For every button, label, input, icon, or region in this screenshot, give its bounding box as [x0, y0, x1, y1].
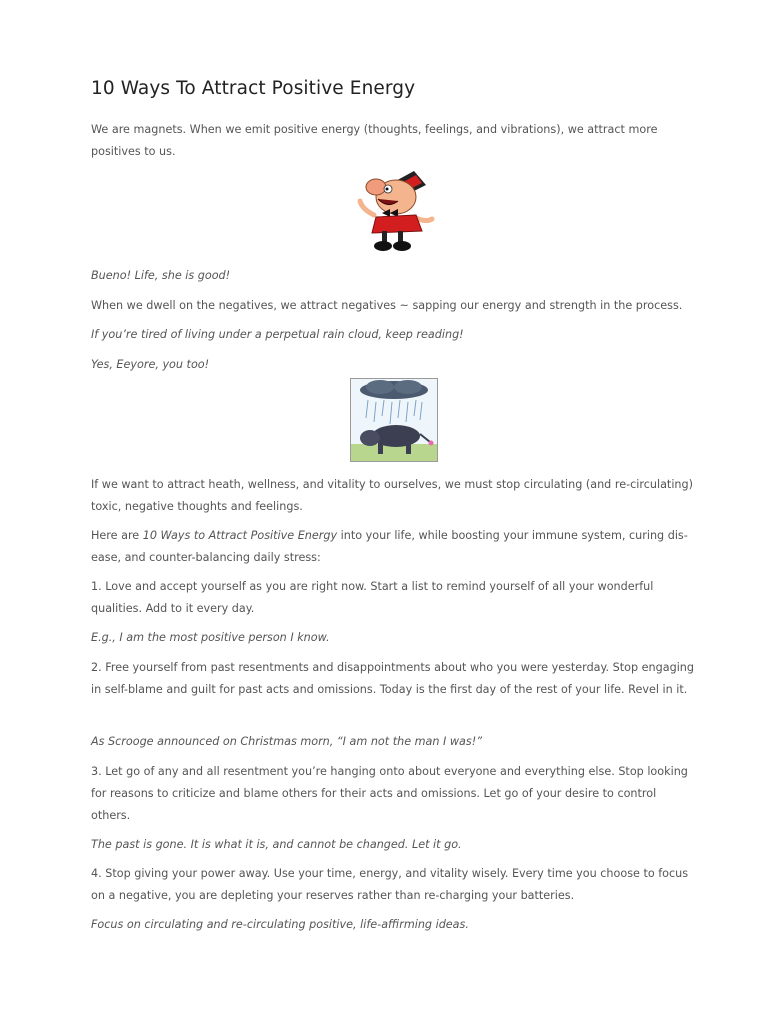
eeyore-leg-shape: [378, 442, 383, 454]
rain-cloud-paragraph: If you’re tired of living under a perpetual rain cloud, keep reading!: [91, 328, 464, 341]
here-are-lead: Here are: [91, 529, 143, 542]
list-item-1: 1. Love and accept yourself as you are right now. Start a list to remind yourself of all your wonderful qualities. Add to it every day.: [91, 580, 654, 615]
nose-shape: [366, 179, 386, 195]
eeyore-paragraph: Yes, Eeyore, you too!: [91, 358, 210, 371]
list-item-4-note: Focus on circulating and re-circulating positive, life-affirming ideas.: [91, 918, 469, 931]
eeyore-leg-shape: [406, 442, 411, 454]
list-item-2-note: As Scrooge announced on Christmas morn, “I am not the man I was!”: [91, 735, 482, 748]
stop-circulating-paragraph: If we want to attract heath, wellness, and vitality to ourselves, we must stop circulating (and re-circulating) toxic, negative thoughts and feelings.: [91, 478, 693, 513]
body-shape: [372, 215, 422, 233]
right-shoe-shape: [393, 241, 411, 251]
caption-bueno: Bueno! Life, she is good!: [91, 269, 231, 282]
intro-paragraph: We are magnets. When we emit positive energy (thoughts, feelings, and vibrations), we attract more positives to us.: [91, 123, 658, 158]
page-title: 10 Ways To Attract Positive Energy: [91, 78, 416, 99]
list-item-1-note: E.g., I am the most positive person I know.: [91, 631, 330, 644]
negatives-paragraph: When we dwell on the negatives, we attract negatives ~ sapping our energy and strength in the process.: [91, 299, 683, 312]
left-shoe-shape: [374, 241, 392, 251]
here-are-paragraph: [91, 525, 697, 569]
happy-cartoon-man-illustration: [352, 165, 437, 253]
rain-cloud-puff: [394, 380, 422, 394]
here-are-emphasis: 10 Ways to Attract Positive Energy: [142, 529, 338, 542]
eeyore-rain-cloud-illustration: [350, 378, 438, 462]
rain-cloud-puff: [366, 380, 394, 394]
eeyore-head-shape: [360, 430, 380, 446]
list-item-2: 2. Free yourself from past resentments and disappointments about who you were yesterday. Stop engaging in self-blame and guilt for past acts and omissions. Today is the first day of the rest of your life. Revel in it.: [91, 661, 694, 696]
left-arm-shape: [360, 201, 374, 215]
list-item-4: 4. Stop giving your power away. Use your time, energy, and vitality wisely. Every time you choose to focus on a negative, you are depleting your reserves rather than re-charging your batteries.: [91, 867, 689, 902]
list-item-3-note: The past is gone. It is what it is, and cannot be changed. Let it go.: [91, 838, 462, 851]
list-item-3: 3. Let go of any and all resentment you’re hanging onto about everyone and everything else. Stop looking for reasons to criticize and blame others for their acts and omissions. Let go of your desire to control others.: [91, 765, 688, 822]
eeyore-tail-bow-shape: [429, 441, 434, 446]
here-are-tail: into your life, while boosting your immune system, curing dis-ease, and counter-balancing daily stress:: [91, 529, 688, 564]
pupil-shape: [386, 188, 389, 191]
